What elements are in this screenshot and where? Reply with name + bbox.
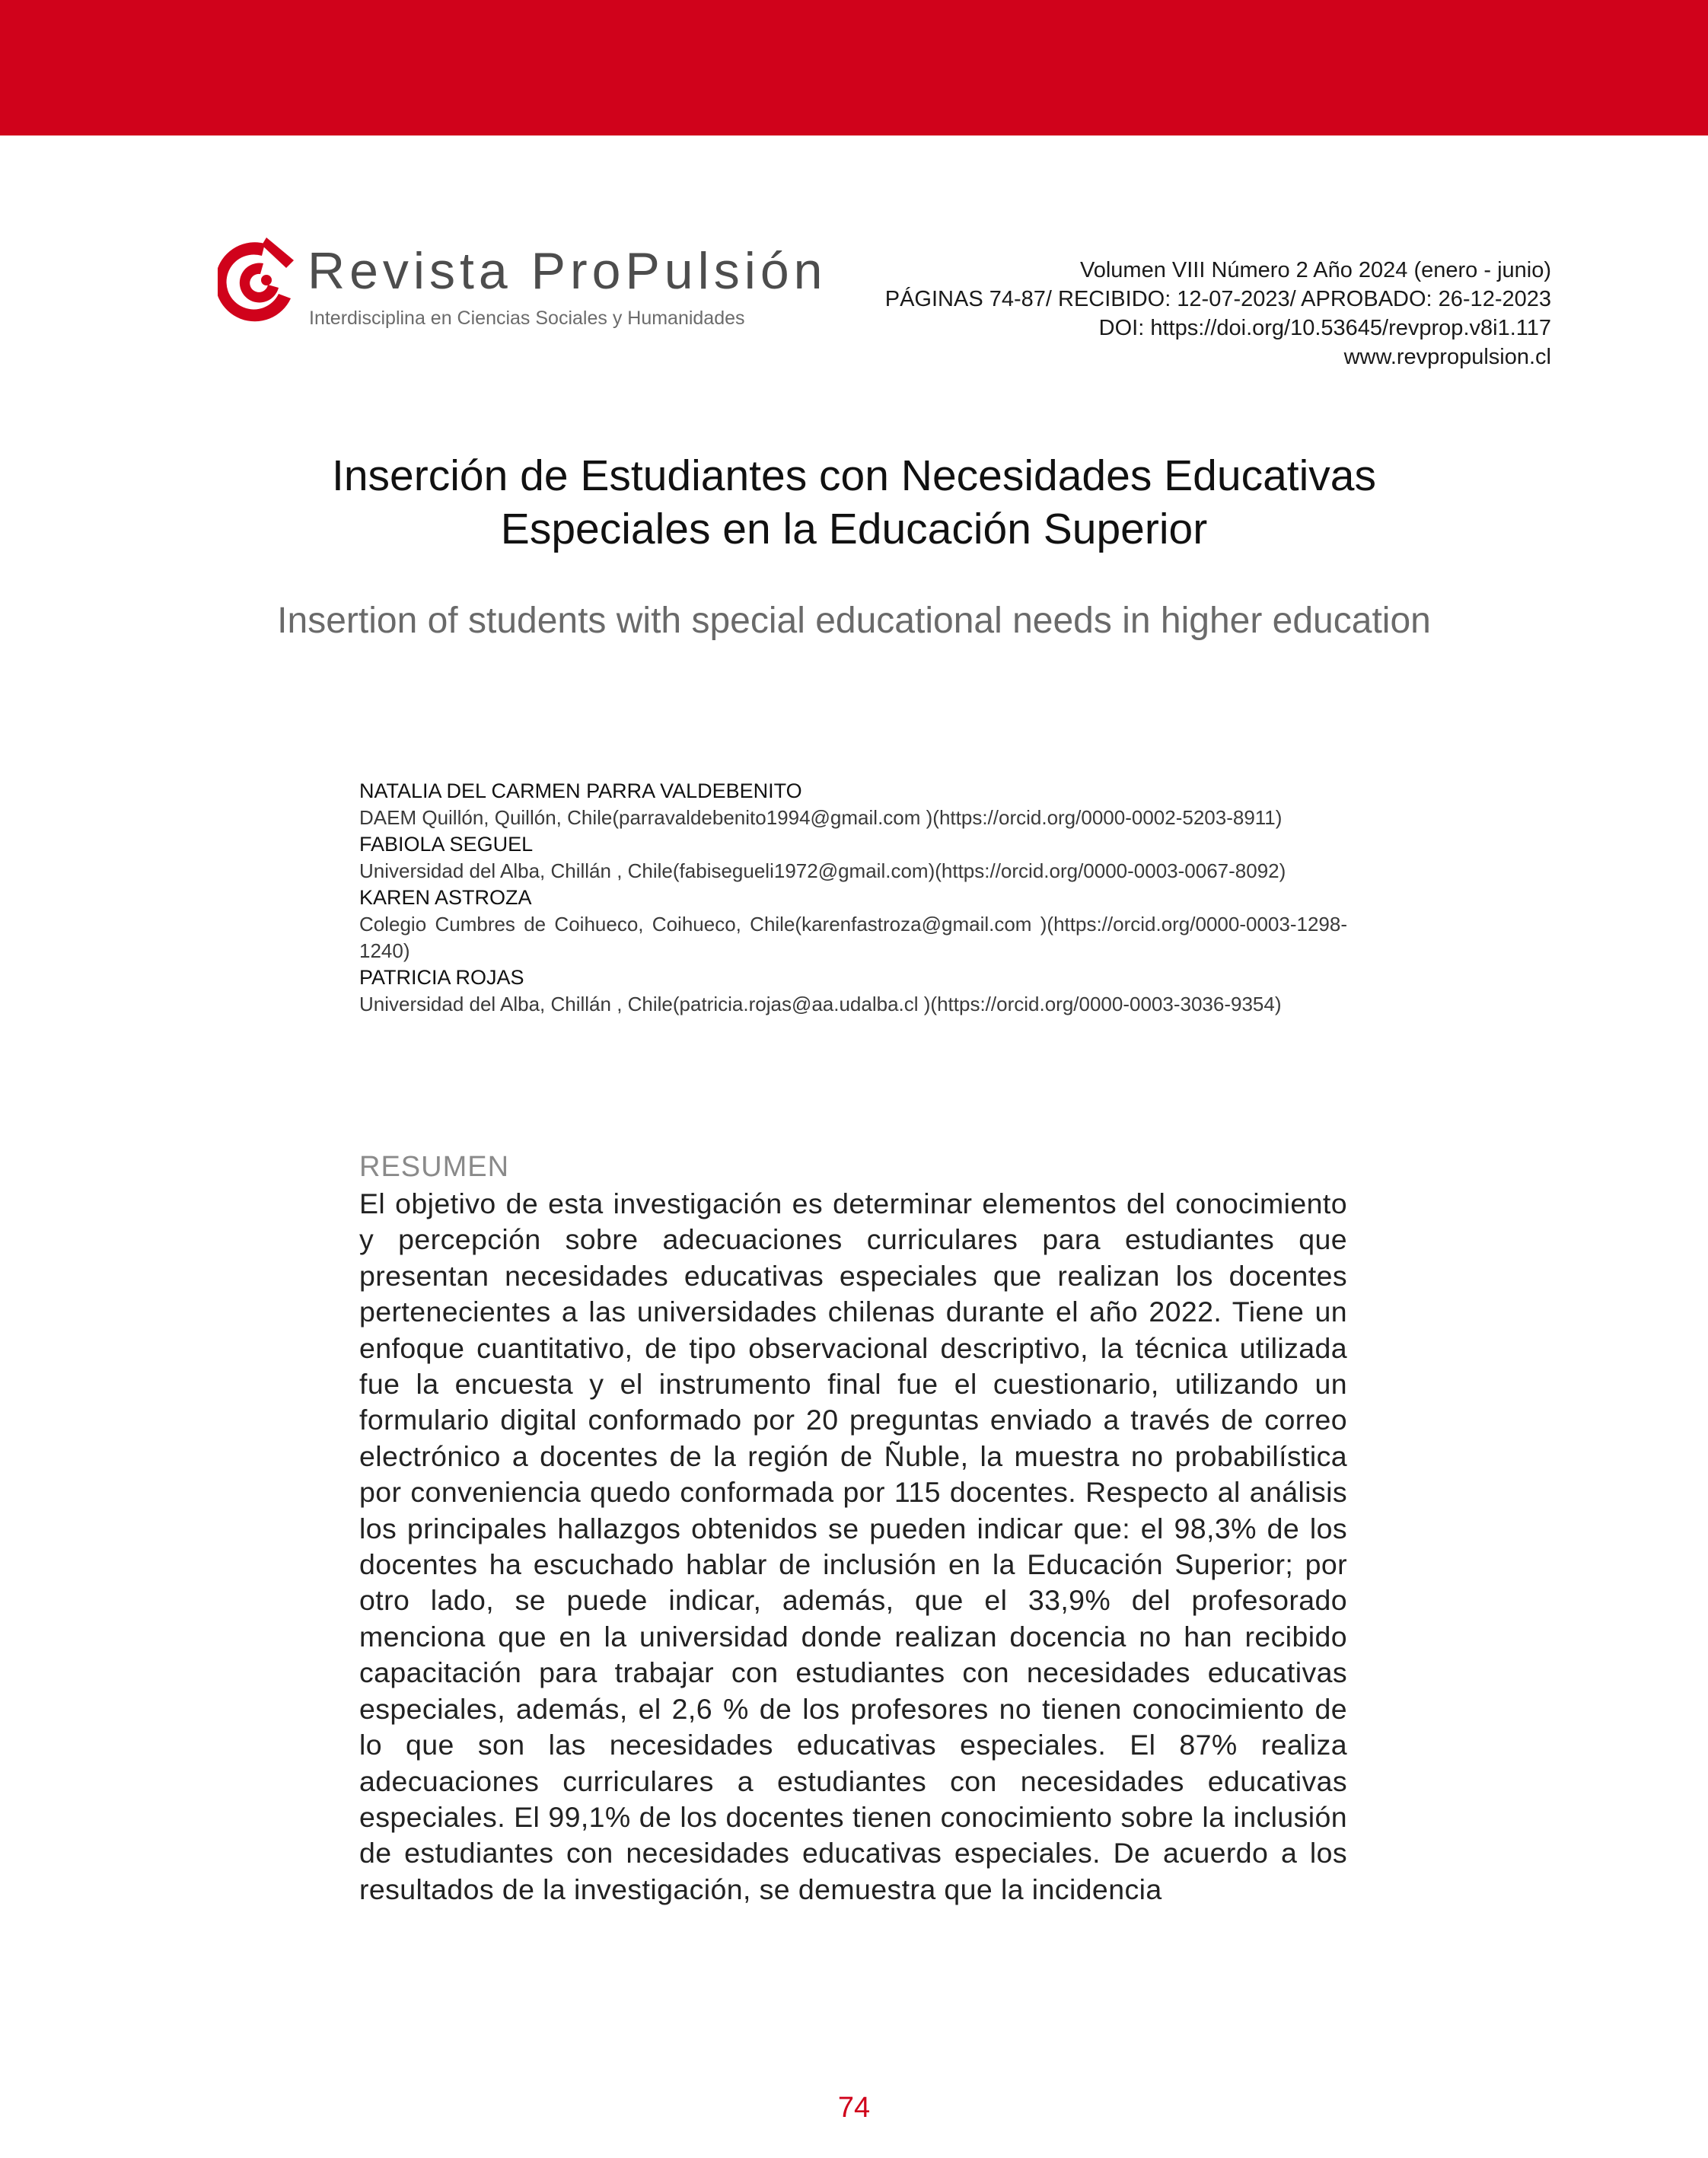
author-list bbox=[359, 778, 1347, 1018]
header-band bbox=[0, 0, 1708, 135]
article-title-english: Insertion of students with special educational needs in higher education bbox=[277, 601, 1431, 641]
author-name: FABIOLA SEGUEL bbox=[359, 833, 534, 856]
page-number: 74 bbox=[837, 2092, 871, 2124]
author-name: KAREN ASTROZA bbox=[359, 886, 532, 909]
journal-tagline: Interdisciplina en Ciencias Sociales y Humanidades bbox=[309, 308, 745, 329]
author-affiliation: Universidad del Alba, Chillán , Chile(fabisegueli1972@gmail.com)(https://orcid.org/0000-0003-0067-8092) bbox=[359, 859, 1286, 882]
journal-name: Revista ProPulsión bbox=[308, 242, 827, 300]
author-affiliation: Universidad del Alba, Chillán , Chile(patricia.rojas@aa.udalba.cl )(https://orcid.org/0000-0003-3036-9354) bbox=[359, 993, 1282, 1015]
author-affiliation: DAEM Quillón, Quillón, Chile(parravaldebenito1994@gmail.com )(https://orcid.org/0000-0002-5203-8911) bbox=[359, 806, 1283, 829]
article-title: Inserción de Estudiantes con Necesidades Educativas Especiales en la Educación Superior bbox=[332, 451, 1376, 553]
doi-line[interactable]: DOI: https://doi.org/10.53645/revprop.v8i1.117 bbox=[1098, 316, 1551, 340]
website-link[interactable]: www.revpropulsion.cl bbox=[1343, 345, 1551, 369]
journal-logo bbox=[218, 237, 827, 336]
abstract-heading: RESUMEN bbox=[359, 1151, 510, 1183]
volume-line: Volumen VIII Número 2 Año 2024 (enero - junio) bbox=[1079, 258, 1551, 282]
abstract-text: El objetivo de esta investigación es determinar elementos del conocimiento y percepción sobre adecuaciones curriculares para estudiantes que presentan necesidades educativas especiales que realizan los docentes pertenecientes a las universidades chilenas durante el año 2022. Tiene un enfoque cuantitativo, de tipo observacional descriptivo, la técnica utilizada fue la encuesta y el instrumento final fue el cuestionario, utilizando un formulario digital conformado por 20 preguntas enviado a través de correo electrónico a docentes de la región de Ñuble, la muestra no probabilística por conveniencia quedo conformada por 115 docentes. Respecto al análisis los principales hallazgos obtenidos se pueden indicar que: el 98,3% de los docentes ha escuchado hablar de inclusión en la Educación Superior; por otro lado, se puede indicar, además, que el 33,9% del profesorado menciona que en la universidad donde realizan docencia no han recibido capacitación para trabajar con estudiantes con necesidades educativas especiales, además, el 2,6 % de los profesores no tienen conocimiento de lo que son las necesidades educativas especiales. El 87% realiza adecuaciones curriculares a estudiantes con necesidades educativas especiales. El 99,1% de los docentes tienen conocimiento sobre la inclusión de estudiantes con necesidades educativas especiales. De acuerdo a los resultados de la investigación, se demuestra que la incidencia bbox=[359, 1187, 1347, 1905]
author-name: PATRICIA ROJAS bbox=[359, 966, 524, 989]
author-name: NATALIA DEL CARMEN PARRA VALDEBENITO bbox=[359, 779, 802, 802]
pages-line: PÁGINAS 74-87/ RECIBIDO: 12-07-2023/ APROBADO: 26-12-2023 bbox=[884, 287, 1551, 311]
propulsion-logo-icon bbox=[218, 237, 294, 327]
journal-info bbox=[790, 256, 1551, 371]
author-affiliation: Colegio Cumbres de Coihueco, Coihueco, Chile(karenfastroza@gmail.com )(https://orcid.org/0000-0003-1298-1240) bbox=[359, 913, 1347, 962]
